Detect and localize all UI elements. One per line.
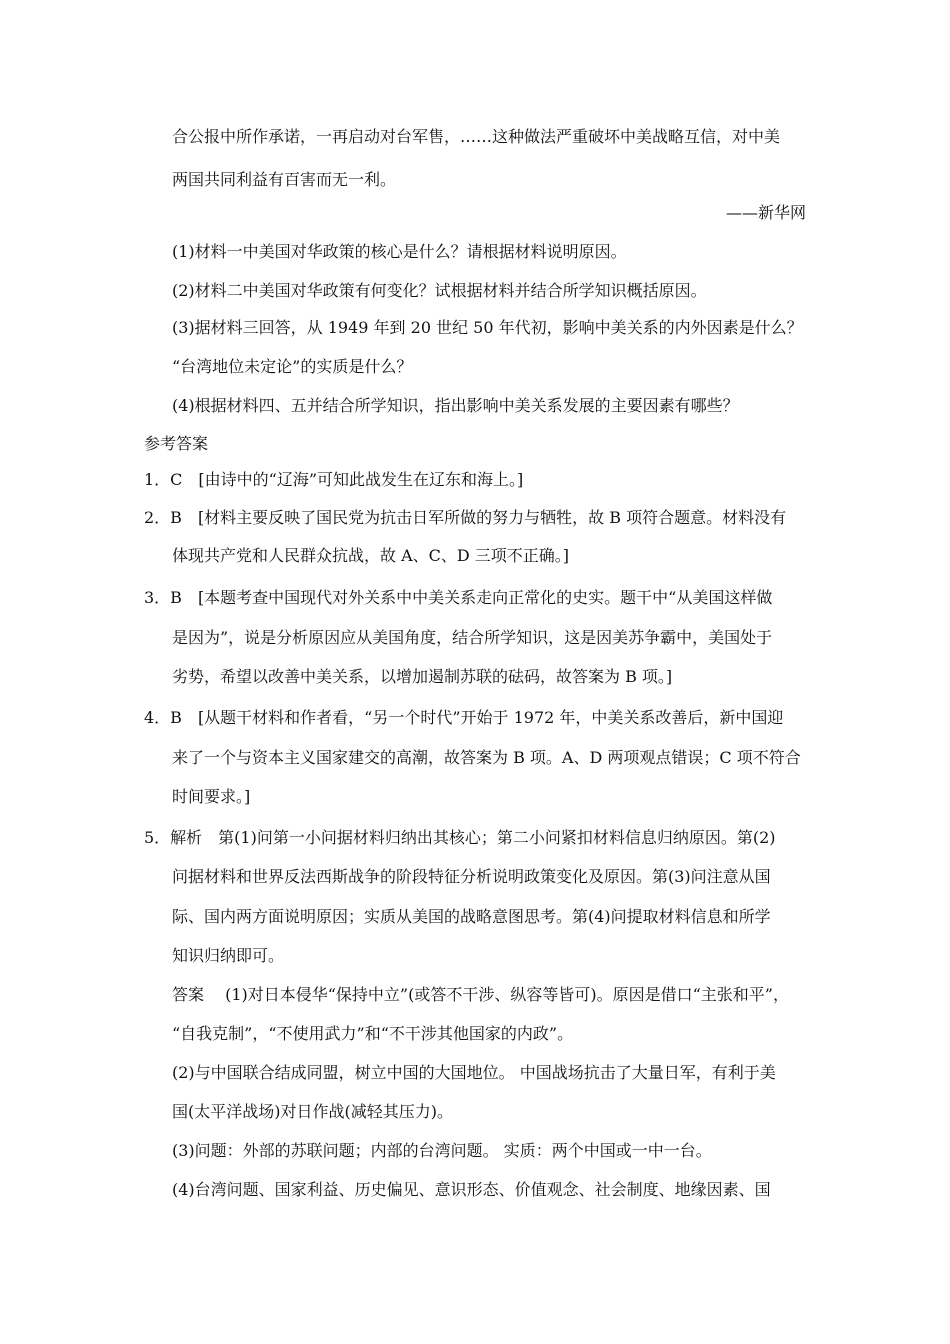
answer-5-key-line: (4)台湾问题、国家利益、历史偏见、意识形态、价值观念、社会制度、地缘因素、国	[172, 1180, 771, 1199]
question-2: (2)材料二中美国对华政策有何变化？试根据材料并结合所学知识概括原因。	[172, 281, 707, 300]
answer-2-line: 2．B [材料主要反映了国民党为抗击日军所做的努力与牺牲，故 B 项符合题意。材料没有	[144, 508, 787, 527]
answer-3-line: 3．B [本题考查中国现代对外关系中中美关系走向正常化的史实。题干中“从美国这样做	[144, 588, 773, 607]
answer-3-line: 是因为”，说是分析原因应从美国角度，结合所学知识，这是因美苏争霸中，美国处于	[172, 628, 773, 647]
answer-5-key-line: 答案 (1)对日本侵华“保持中立”(或答不干涉、纵容等皆可)。原因是借口“主张和平”，	[172, 985, 789, 1004]
answer-5-key-line: (2)与中国联合结成同盟，树立中国的大国地位。 中国战场抗击了大量日军，有利于美	[172, 1063, 776, 1082]
answer-3-line: 劣势，希望以改善中美关系，以增加遏制苏联的砝码，故答案为 B 项。]	[172, 667, 673, 686]
answer-4-line: 来了一个与资本主义国家建交的高潮，故答案为 B 项。A、D 两项观点错误；C 项不符合	[172, 748, 801, 767]
answer-5-analysis-line: 5．解析 第(1)问第一小问据材料归纳出其核心；第二小问紧扣材料信息归纳原因。第(2)	[144, 828, 776, 847]
material-text-line: 合公报中所作承诺，一再启动对台军售，……这种做法严重破坏中美战略互信，对中美	[172, 127, 781, 146]
answer-5-analysis-line: 知识归纳即可。	[172, 946, 285, 965]
answers-heading: 参考答案	[144, 434, 209, 453]
answer-5-analysis-line: 问据材料和世界反法西斯战争的阶段特征分析说明政策变化及原因。第(3)问注意从国	[172, 867, 771, 886]
answer-1: 1．C [由诗中的“辽海”可知此战发生在辽东和海上。]	[144, 470, 524, 489]
material-text-line: 两国共同利益有百害而无一利。	[172, 170, 397, 189]
answer-5-key-line: “自我克制”，“不使用武力”和“不干涉其他国家的内政”。	[172, 1024, 574, 1043]
question-3-continued: “台湾地位未定论”的实质是什么？	[172, 357, 413, 376]
answer-4-line: 时间要求。]	[172, 787, 251, 806]
answer-5-key-line: 国(太平洋战场)对日作战(减轻其压力)。	[172, 1102, 453, 1121]
answer-4-line: 4．B [从题干材料和作者看，“另一个时代”开始于 1972 年，中美关系改善后，新中国迎	[144, 708, 784, 727]
question-1: (1)材料一中美国对华政策的核心是什么？请根据材料说明原因。	[172, 242, 627, 261]
question-3: (3)据材料三回答，从 1949 年到 20 世纪 50 年代初，影响中美关系的内外因素是什么？	[172, 318, 803, 337]
question-4: (4)根据材料四、五并结合所学知识，指出影响中美关系发展的主要因素有哪些？	[172, 396, 739, 415]
answer-5-analysis-line: 际、国内两方面说明原因；实质从美国的战略意图思考。第(4)问提取材料信息和所学	[172, 907, 771, 926]
source-attribution: ——新华网	[725, 203, 806, 222]
answer-5-key-line: (3)问题：外部的苏联问题；内部的台湾问题。 实质：两个中国或一中一台。	[172, 1141, 712, 1160]
answer-2-line: 体现共产党和人民群众抗战，故 A、C、D 三项不正确。]	[172, 546, 570, 565]
